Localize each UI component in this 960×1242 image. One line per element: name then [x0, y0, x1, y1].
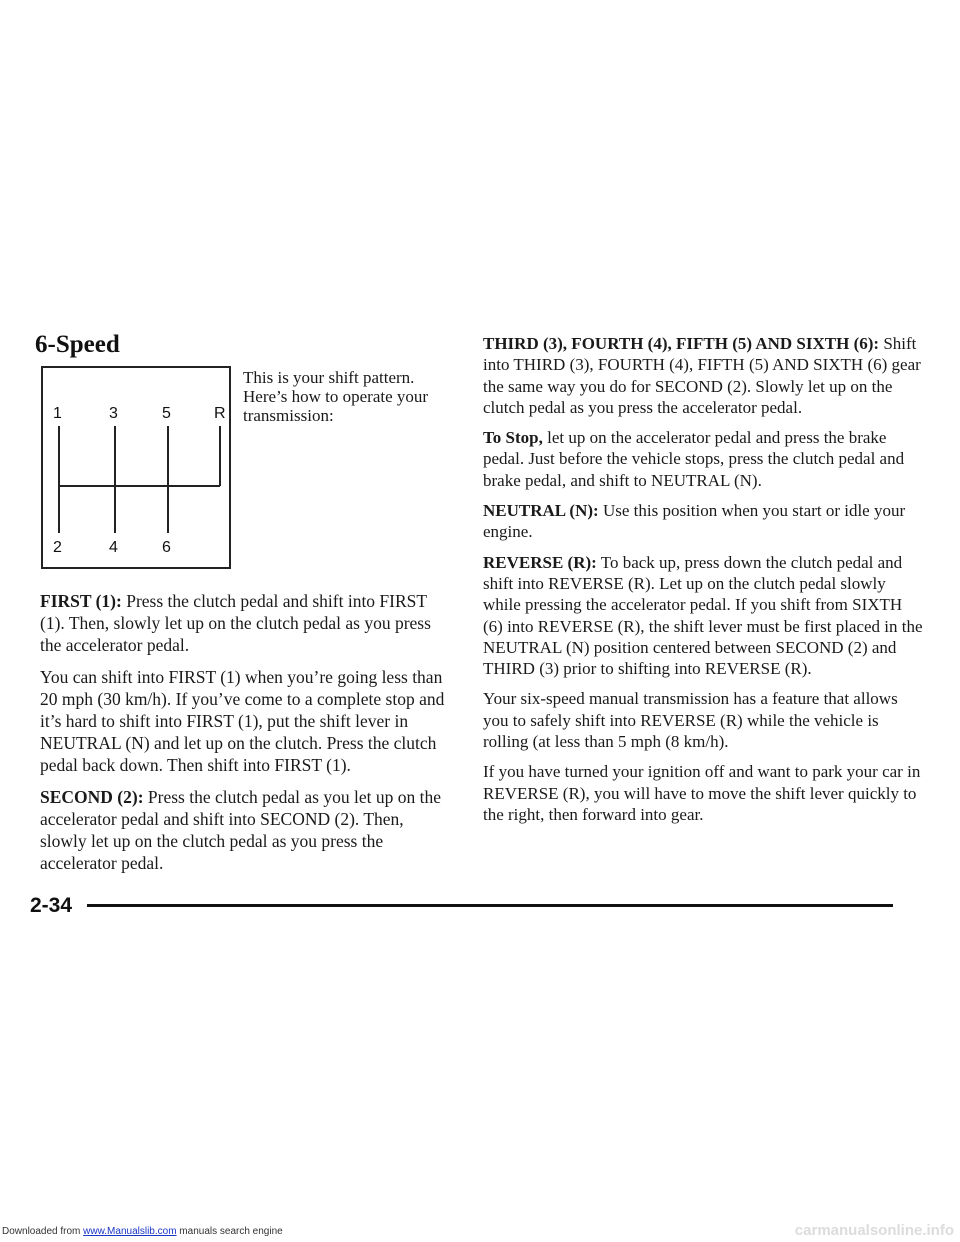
paragraph-lead: NEUTRAL (N): [483, 501, 599, 521]
paragraph-lead: THIRD (3), FOURTH (4), FIFTH (5) AND SIXTH (6): [483, 334, 880, 353]
gear-r-label: R [214, 405, 226, 422]
paragraph-text: Shift into THIRD (3), FOURTH (4), FIFTH (5) AND SIXTH (6) gear the same way you do for SECOND (2). Slowly let up on the clutch pedal as you press the accelerator pedal. [483, 334, 921, 417]
shift-pattern-svg [43, 368, 229, 567]
gear-3-label: 3 [109, 405, 118, 422]
paragraph-text: To back up, press down the clutch pedal and shift into REVERSE (R). Let up on the clutch pedal slowly while pressing the accelerator pedal. If you shift from SIXTH (6) into REVERSE (R), the shift lever must be first placed in the NEUTRAL (N) position centered between SECOND (2) and THIRD (3) prior to shifting into REVERSE (R). [483, 552, 923, 679]
paragraph-lead: REVERSE (R): [483, 552, 597, 572]
right-column [483, 333, 923, 834]
gear-6-label: 6 [162, 539, 171, 556]
left-column [40, 590, 452, 884]
paragraph-lead: SECOND (2): [40, 787, 144, 807]
footer-rule [87, 904, 893, 907]
paragraph-text: You can shift into FIRST (1) when you’re going less than 20 mph (30 km/h). If you’ve come to a complete stop and it’s hard to shift into FIRST (1), put the shift lever in NEUTRAL (N) and let up on the clutch. Press the clutch pedal back down. Then shift into FIRST (1). [40, 667, 445, 775]
section-heading: 6-Speed [35, 331, 120, 358]
paragraph-text: If you have turned your ignition off and want to park your car in REVERSE (R), you will have to move the shift lever quickly to the right, then forward into gear. [483, 762, 921, 824]
watermark-text: carmanualsonline.info [794, 1222, 954, 1239]
download-credit [2, 1226, 283, 1237]
shift-pattern-caption: This is your shift pattern. Here’s how to operate your transmission: [243, 368, 429, 425]
credit-prefix: Downloaded from [2, 1226, 84, 1237]
shift-pattern-diagram [41, 366, 231, 569]
paragraph-text: let up on the accelerator pedal and press the brake pedal. Just before the vehicle stops, press the clutch pedal and brake pedal, and shift to NEUTRAL (N). [483, 428, 905, 490]
paragraph-first-gear-speed [40, 666, 452, 776]
manualslib-link[interactable]: www.Manualslib.com [83, 1226, 177, 1237]
shift-gate-lines [59, 426, 220, 533]
paragraph-neutral [483, 500, 923, 543]
credit-suffix: manuals search engine [176, 1226, 283, 1237]
paragraph-text: Use this position when you start or idle your engine. [483, 501, 906, 542]
paragraph-first-gear [40, 590, 452, 656]
paragraph-text: Press the clutch pedal and shift into FIRST (1). Then, slowly let up on the clutch pedal as you press the accelerator pedal. [40, 591, 431, 655]
paragraph-park-reverse [483, 761, 923, 825]
paragraph-reverse-feature [483, 688, 923, 752]
paragraph-third-to-sixth [483, 333, 923, 418]
paragraph-lead: FIRST (1): [40, 591, 122, 611]
paragraph-second-gear [40, 786, 452, 874]
paragraph-to-stop [483, 427, 923, 491]
gear-1-label: 1 [53, 405, 62, 422]
page-number: 2-34 [30, 894, 73, 917]
paragraph-text: Your six-speed manual transmission has a feature that allows you to safely shift into REVERSE (R) while the vehicle is rolling (at less than 5 mph (8 km/h). [483, 689, 898, 752]
gear-4-label: 4 [109, 539, 118, 556]
paragraph-reverse [483, 552, 923, 680]
gear-2-label: 2 [53, 539, 62, 556]
gear-5-label: 5 [162, 405, 171, 422]
paragraph-lead: To Stop, [483, 428, 543, 448]
paragraph-text: Press the clutch pedal as you let up on the accelerator pedal and shift into SECOND (2). Then, slowly let up on the clutch pedal as you press the accelerator pedal. [40, 787, 441, 873]
